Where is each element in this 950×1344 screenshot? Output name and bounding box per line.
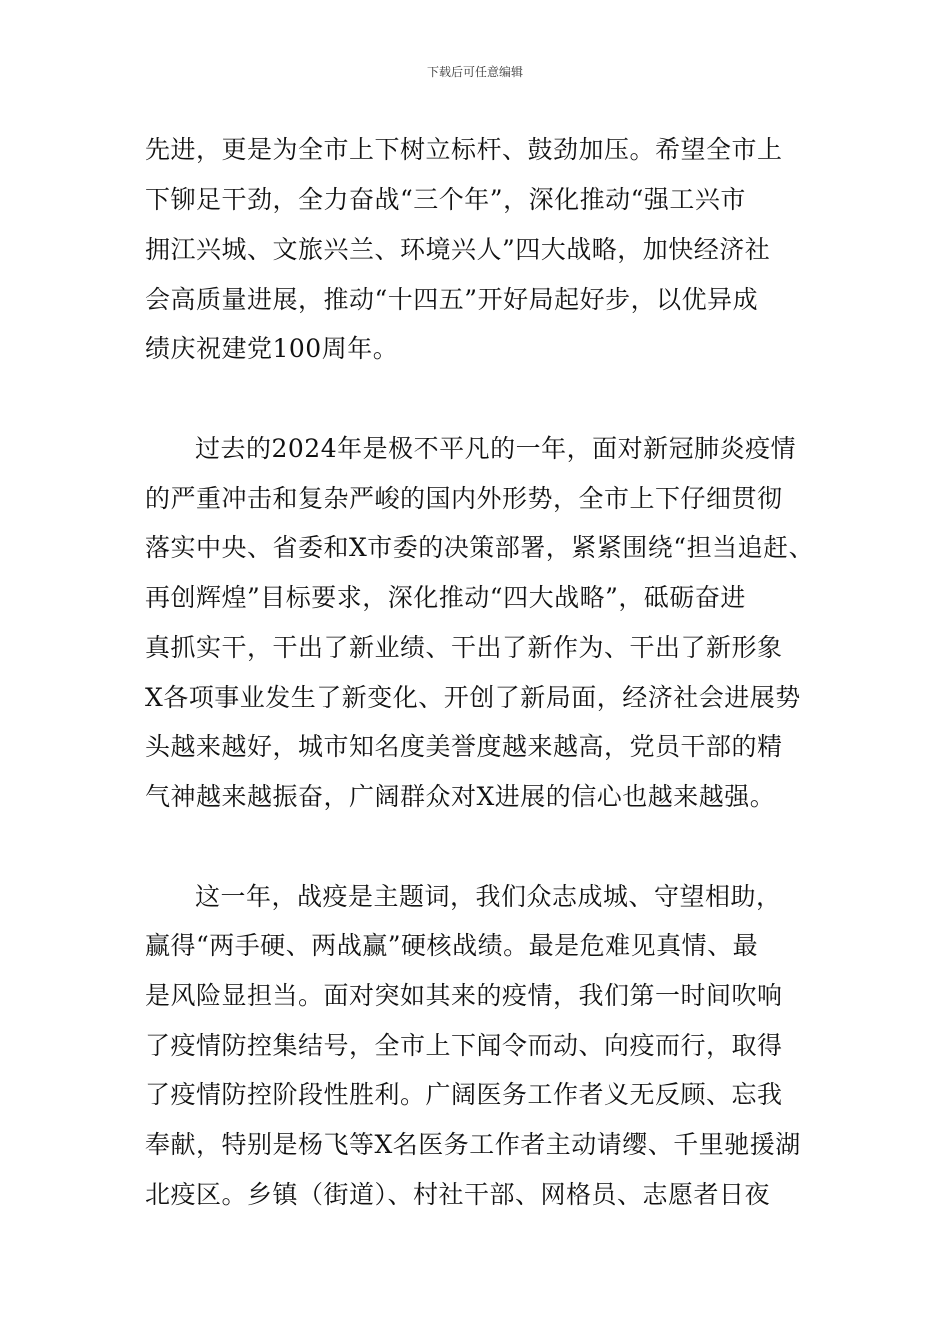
paragraph-1-line-2: 下铆足干劲，全力奋战“三个年”，深化推动“强工兴市 <box>145 185 746 214</box>
paragraph-2-line-7: 头越来越好，城市知名度美誉度越来越高，党员干部的精 <box>145 732 783 761</box>
paragraph-2-line-3: 落实中央、省委和X市委的决策部署，紧紧围绕“担当追赶、 <box>145 533 815 562</box>
paragraph-1-line-4: 会高质量进展，推动“十四五”开好局起好步，以优异成 <box>145 285 759 314</box>
paragraph-2-line-4: 再创辉煌”目标要求，深化推动“四大战略”，砥砺奋进 <box>145 583 746 612</box>
paragraph-3-line-4: 了疫情防控集结号，全市上下闻令而动、向疫而行，取得 <box>145 1031 783 1060</box>
paragraph-1-line-5: 绩庆祝建党100周年。 <box>145 334 399 363</box>
paragraph-3-line-6: 奉献，特别是杨飞等X名医务工作者主动请缨、千里驰援湖 <box>145 1130 801 1159</box>
paragraph-2-line-2: 的严重冲击和复杂严峻的国内外形势，全市上下仔细贯彻 <box>145 484 783 513</box>
paragraph-3-line-7: 北疫区。乡镇（街道）、村社干部、网格员、志愿者日夜 <box>145 1180 771 1209</box>
paragraph-2-line-5: 真抓实干，干出了新业绩、干出了新作为、干出了新形象 <box>145 633 783 662</box>
paragraph-2-line-1: 过去的2024年是极不平凡的一年，面对新冠肺炎疫情 <box>195 434 797 463</box>
page-header: 下载后可任意编辑 <box>426 65 523 79</box>
paragraph-1-line-1: 先进，更是为全市上下树立标杆、鼓劲加压。希望全市上 <box>145 135 783 164</box>
paragraph-1-line-3: 拥江兴城、文旅兴兰、环境兴人”四大战略，加快经济社 <box>145 235 771 264</box>
paragraph-3-line-2: 赢得“两手硬、两战赢”硬核战绩。最是危难见真情、最 <box>145 931 759 960</box>
paragraph-3-line-5: 了疫情防控阶段性胜利。广阔医务工作者义无反顾、忘我 <box>145 1080 783 1109</box>
paragraph-2-line-8: 气神越来越振奋，广阔群众对X进展的信心也越来越强。 <box>145 782 776 811</box>
paragraph-3-line-1: 这一年，战疫是主题词，我们众志成城、守望相助， <box>195 882 782 911</box>
paragraph-3-line-3: 是风险显担当。面对突如其来的疫情，我们第一时间吹响 <box>145 981 783 1010</box>
paragraph-2-line-6: X各项事业发生了新变化、开创了新局面，经济社会进展势 <box>145 683 801 712</box>
